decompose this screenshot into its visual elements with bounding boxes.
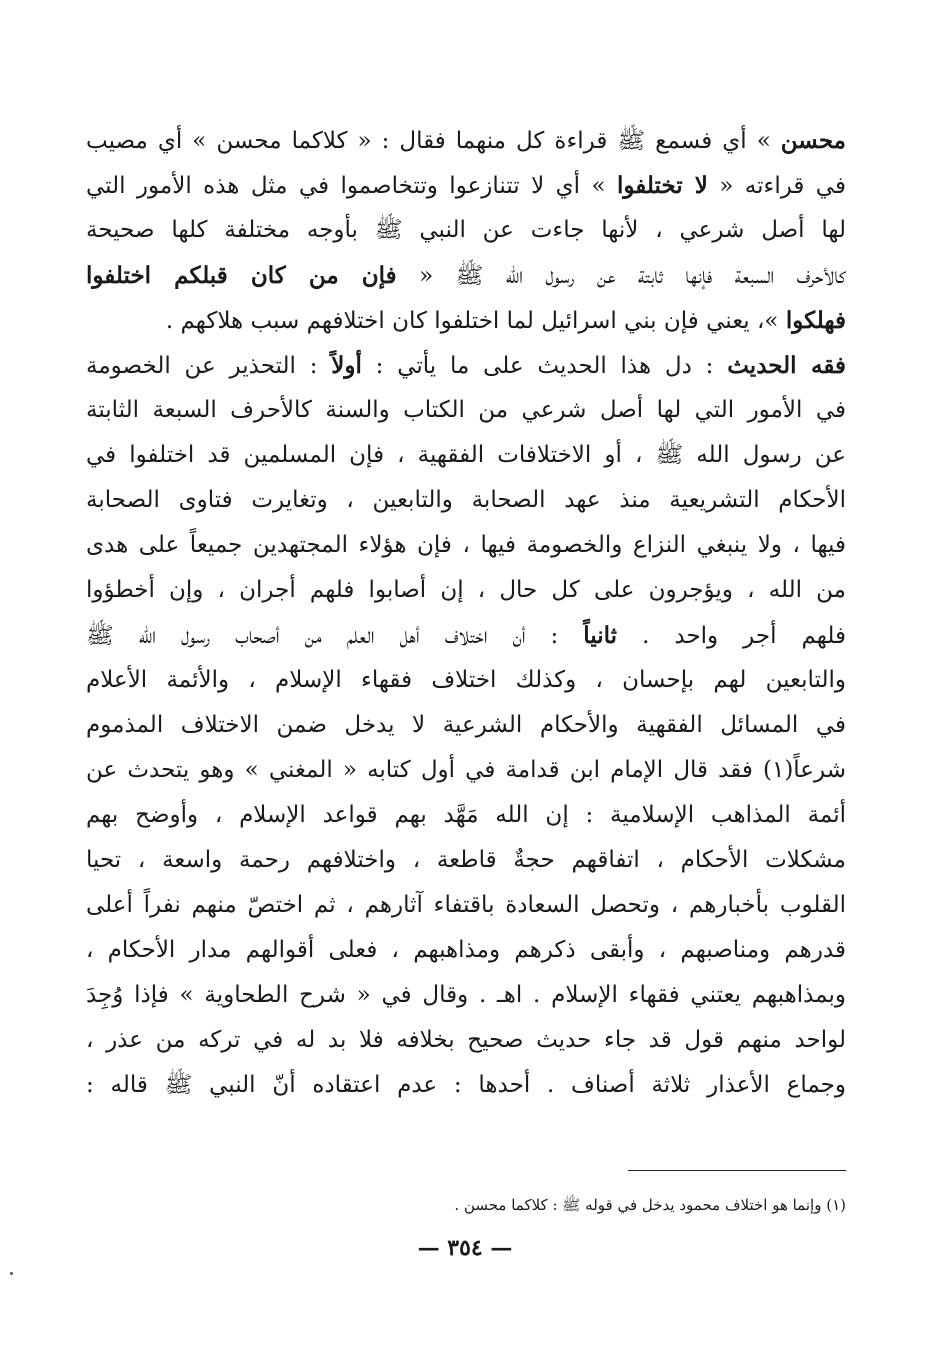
text-segment: في الأمور التي لها أصل شرعي من الكتاب والسنة كالأحرف السبعة الثابتة — [86, 397, 846, 423]
text-line — [86, 568, 846, 613]
text-line — [86, 703, 846, 748]
text-line — [86, 118, 846, 163]
text-line — [86, 433, 846, 478]
bold-phrase: لا تختلفوا — [616, 172, 708, 199]
bold-phrase: ثانياً — [583, 622, 618, 649]
footnote-separator — [628, 1170, 846, 1171]
text-line — [86, 1018, 846, 1063]
text-segment: في قراءته « — [707, 173, 846, 199]
bold-phrase: فقه الحديث — [727, 352, 846, 379]
text-segment: لها أصل شرعي ، لأنها جاءت عن النبي ﷺ بأوجه مختلفة كلها صحيحة — [86, 217, 846, 243]
text-line — [86, 793, 846, 838]
text-segment: : دل هذا الحديث على ما يأتي : — [361, 353, 728, 379]
text-line — [86, 658, 846, 703]
text-line — [86, 883, 846, 928]
text-line — [86, 973, 846, 1018]
text-segment: القلوب بأخبارهم ، وتحصل السعادة باقتفاء آثارهم ، ثم اختصّ منهم نفراً أعلى — [86, 892, 846, 918]
bold-phrase: فإن من كان قبلكم اختلفوا — [86, 262, 397, 289]
page-number: — ٣٥٤ — — [417, 1235, 513, 1261]
text-segment: الأحكام التشريعية منذ عهد الصحابة والتابعين ، وتغايرت فتاوى الصحابة — [86, 487, 846, 513]
text-segment: شرعاً(١) فقد قال الإمام ابن قدامة في أول كتابه « المغني » وهو يتحدث عن — [86, 757, 846, 783]
text-line — [86, 388, 846, 433]
bold-phrase: محسن — [780, 127, 846, 154]
text-segment: : أن اختلاف أهل العلم من أصحاب رسول الله ﷺ — [86, 623, 584, 649]
text-line — [86, 208, 846, 253]
text-segment: : التحذير عن الخصومة — [86, 353, 332, 379]
text-segment: قدرهم ومناصبهم ، وأبقى ذكرهم ومذاهبهم ، فعلى أقوالهم مدار الأحكام ، — [86, 937, 846, 963]
text-segment: »، يعني فإن بني اسرائيل لما اختلفوا كان اختلافهم سبب هلاكهم . — [165, 308, 786, 334]
text-segment: وجماع الأعذار ثلاثة أصناف . أحدها : عدم اعتقاده أنّ النبي ﷺ قاله : — [86, 1072, 846, 1098]
text-segment: والتابعين لهم بإحسان ، وكذلك اختلاف فقهاء الإسلام ، والأئمة الأعلام — [86, 667, 846, 693]
text-line — [86, 748, 846, 793]
text-line — [86, 523, 846, 568]
text-line — [86, 928, 846, 973]
text-segment: » أي فسمع ﷺ قراءة كل منهما فقال : « كلاكما محسن » أي مصيب — [86, 128, 781, 154]
text-line — [86, 253, 846, 298]
text-segment: فيها ، ولا ينبغي النزاع والخصومة فيها ، فإن هؤلاء المجتهدين جميعاً على هدى — [86, 532, 846, 558]
text-segment: لواحد منهم قول قد جاء حديث صحيح بخلافه فلا بد له في تركه من عذر ، — [86, 1027, 846, 1053]
text-segment: فلهم أجر واحد . — [617, 623, 846, 649]
text-segment: من الله ، ويؤجرون على كل حال ، إن أصابوا فلهم أجران ، وإن أخطؤوا — [86, 577, 846, 603]
text-line — [86, 1063, 846, 1108]
scan-speck — [10, 1272, 13, 1275]
footnote: (١) وإنما هو اختلاف محمود يدخل في قوله ﷺ : كلاكما محسن . — [454, 1196, 846, 1214]
text-segment: مشكلات الأحكام ، اتفاقهم حجةٌ قاطعة ، واختلافهم رحمة واسعة ، تحيا — [86, 847, 846, 873]
main-text — [86, 118, 846, 1108]
text-segment: كالأحرف السبعة فإنها ثابتة عن رسول الله ﷺ « — [396, 263, 846, 289]
text-segment: » أي لا تتنازعوا وتتخاصموا في مثل هذه الأمور التي — [86, 173, 617, 199]
text-segment: أئمة المذاهب الإسلامية : إن الله مَهَّد بهم قواعد الإسلام ، وأوضح بهم — [86, 802, 846, 828]
text-line — [86, 298, 846, 343]
bold-phrase: فهلكوا — [785, 307, 846, 334]
text-line — [86, 343, 846, 388]
text-segment: عن رسول الله ﷺ ، أو الاختلافات الفقهية ، فإن المسلمين قد اختلفوا في — [86, 442, 846, 468]
text-line — [86, 838, 846, 883]
bold-phrase: أولاً — [331, 352, 362, 379]
text-line — [86, 478, 846, 523]
text-segment: وبمذاهبهم يعتني فقهاء الإسلام . اهـ . وقال في « شرح الطحاوية » فإذا وُجِدَ — [86, 982, 846, 1008]
text-line — [86, 163, 846, 208]
text-line — [86, 613, 846, 658]
text-segment: في المسائل الفقهية والأحكام الشرعية لا يدخل ضمن الاختلاف المذموم — [86, 712, 846, 738]
